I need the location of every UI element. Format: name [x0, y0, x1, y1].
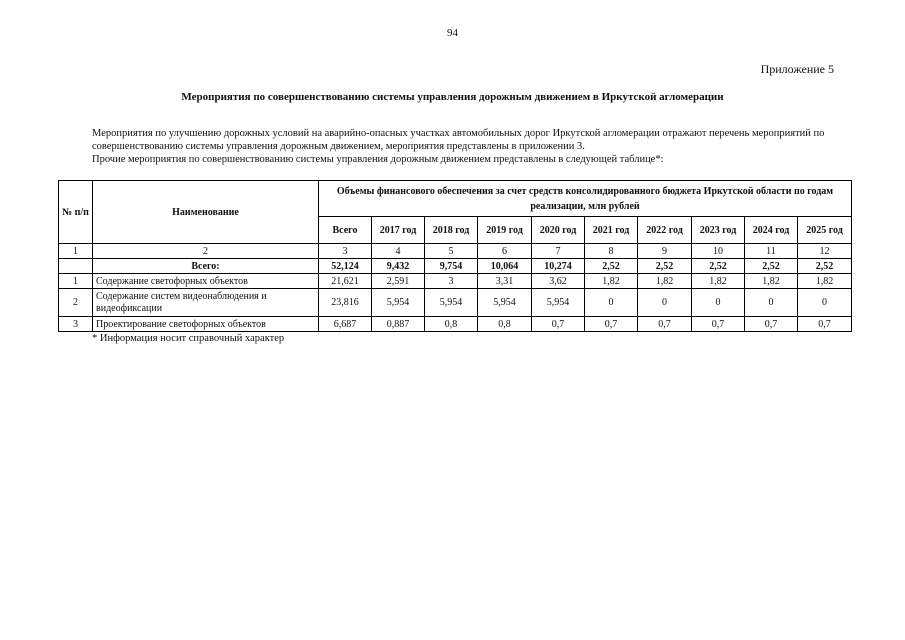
column-number-cell: 2 — [93, 244, 319, 259]
total-value-cell: 2,52 — [692, 259, 745, 274]
row-number-cell: 2 — [59, 289, 93, 317]
total-label: Всего: — [93, 259, 319, 274]
row-value-cell: 21,621 — [319, 274, 372, 289]
row-value-cell: 3,62 — [532, 274, 585, 289]
column-number-cell: 8 — [585, 244, 638, 259]
column-number-cell: 10 — [692, 244, 745, 259]
funding-table — [58, 180, 852, 332]
row-number-cell: 1 — [59, 274, 93, 289]
header-num: № п/п — [59, 181, 93, 244]
table-row — [59, 317, 852, 332]
column-number-cell: 1 — [59, 244, 93, 259]
column-number-cell: 3 — [319, 244, 372, 259]
column-number-cell: 9 — [638, 244, 692, 259]
row-value-cell: 0,7 — [532, 317, 585, 332]
column-number-cell: 6 — [478, 244, 532, 259]
total-value-cell: 10,064 — [478, 259, 532, 274]
table-row — [59, 289, 852, 317]
row-value-cell: 0 — [692, 289, 745, 317]
total-value-cell: 2,52 — [585, 259, 638, 274]
row-value-cell: 0 — [638, 289, 692, 317]
row-value-cell: 1,82 — [638, 274, 692, 289]
row-value-cell: 0,8 — [478, 317, 532, 332]
row-value-cell: 0 — [798, 289, 852, 317]
header-year: 2025 год — [798, 217, 852, 244]
header-year: 2020 год — [532, 217, 585, 244]
intro-paragraph-1: Мероприятия по улучшению дорожных условий на аварийно-опасных участках автомобильных дорог Иркутской агломерации отражают перечень мероприятий по совершенствованию системы управления дорожным движением, мероприятия представлены в приложении 3. — [92, 128, 825, 152]
total-num-cell — [59, 259, 93, 274]
row-value-cell: 5,954 — [478, 289, 532, 317]
row-value-cell: 0,7 — [585, 317, 638, 332]
page-number: 94 — [447, 27, 458, 39]
row-value-cell: 3 — [425, 274, 478, 289]
header-name: Наименование — [93, 181, 319, 244]
row-value-cell: 0 — [585, 289, 638, 317]
header-year: 2024 год — [745, 217, 798, 244]
row-value-cell: 0,8 — [425, 317, 478, 332]
row-value-cell: 2,591 — [372, 274, 425, 289]
row-name-cell: Содержание систем видеонаблюдения и видеофиксации — [93, 289, 319, 317]
row-value-cell: 6,687 — [319, 317, 372, 332]
row-name-cell: Содержание светофорных объектов — [93, 274, 319, 289]
column-number-cell: 5 — [425, 244, 478, 259]
row-value-cell: 5,954 — [532, 289, 585, 317]
total-value-cell: 52,124 — [319, 259, 372, 274]
document-title: Мероприятия по совершенствованию системы управления дорожным движением в Иркутской агломерации — [181, 91, 724, 103]
header-year: 2021 год — [585, 217, 638, 244]
footnote: * Информация носит справочный характер — [92, 333, 285, 344]
row-number-cell: 3 — [59, 317, 93, 332]
table-row — [59, 274, 852, 289]
total-value-cell: 9,432 — [372, 259, 425, 274]
row-value-cell: 1,82 — [798, 274, 852, 289]
row-name-cell: Проектирование светофорных объектов — [93, 317, 319, 332]
row-value-cell: 1,82 — [585, 274, 638, 289]
row-value-cell: 1,82 — [692, 274, 745, 289]
total-value-cell: 2,52 — [638, 259, 692, 274]
total-value-cell: 9,754 — [425, 259, 478, 274]
row-value-cell: 0,887 — [372, 317, 425, 332]
column-number-cell: 4 — [372, 244, 425, 259]
intro-paragraph-2: Прочие мероприятия по совершенствованию системы управления дорожным движением представлены в следующей таблице*: — [92, 154, 664, 165]
row-value-cell: 0,7 — [798, 317, 852, 332]
column-number-cell: 11 — [745, 244, 798, 259]
intro-text — [92, 127, 832, 166]
row-value-cell: 0,7 — [745, 317, 798, 332]
appendix-label: Приложение 5 — [760, 62, 834, 76]
row-value-cell: 0,7 — [692, 317, 745, 332]
header-year: 2022 год — [638, 217, 692, 244]
column-number-cell: 7 — [532, 244, 585, 259]
total-value-cell: 2,52 — [745, 259, 798, 274]
header-year: 2019 год — [478, 217, 532, 244]
row-value-cell: 23,816 — [319, 289, 372, 317]
row-value-cell: 0,7 — [638, 317, 692, 332]
header-year: 2017 год — [372, 217, 425, 244]
header-year: 2023 год — [692, 217, 745, 244]
row-value-cell: 3,31 — [478, 274, 532, 289]
total-value-cell: 10,274 — [532, 259, 585, 274]
row-value-cell: 1,82 — [745, 274, 798, 289]
header-total: Всего — [319, 217, 372, 244]
row-value-cell: 5,954 — [425, 289, 478, 317]
header-funding-group: Объемы финансового обеспечения за счет средств консолидированного бюджета Иркутской области по годам реализации, млн рублей — [319, 181, 852, 217]
column-number-cell: 12 — [798, 244, 852, 259]
row-value-cell: 0 — [745, 289, 798, 317]
row-value-cell: 5,954 — [372, 289, 425, 317]
total-value-cell: 2,52 — [798, 259, 852, 274]
header-year: 2018 год — [425, 217, 478, 244]
